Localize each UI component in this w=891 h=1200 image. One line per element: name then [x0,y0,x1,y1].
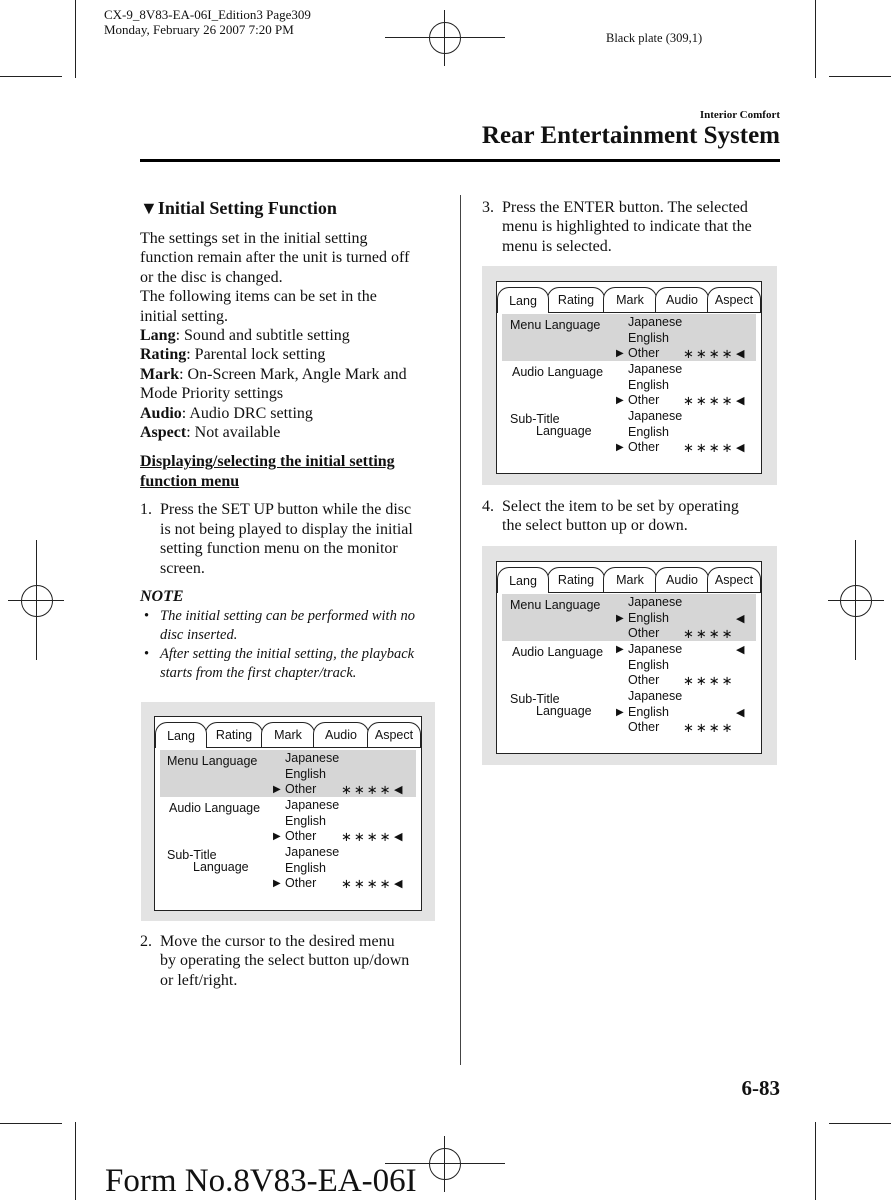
option-japanese[interactable]: Japanese [628,409,683,423]
bullet-icon: • [144,607,150,624]
tab-mark[interactable]: Mark [261,722,315,747]
setting-desc: : Parental lock setting [186,346,326,364]
option-english[interactable]: English [285,861,326,875]
right-column-mid [482,497,782,536]
step-3 [482,198,782,256]
cursor-right-icon: ▶ [616,442,624,453]
option-other[interactable]: Other [285,829,317,843]
subheading-line: Displaying/selecting the initial setting [140,453,395,471]
note-line: After setting the initial setting, the playback [160,645,415,662]
step-line: screen. [160,559,205,577]
tab-underline [548,592,761,593]
tab-mark[interactable]: Mark [603,567,657,592]
page-title: Rear Entertainment System [481,122,780,149]
tab-audio[interactable]: Audio [655,287,709,312]
option-other[interactable]: Other [628,440,660,454]
cursor-left-icon: ◀ [394,830,403,843]
option-other[interactable]: Other [285,876,317,890]
row-label-menu-language: Menu Language [167,754,258,768]
tab-underline [206,747,421,748]
column-divider [460,195,461,1065]
step-line: menu is selected. [502,237,612,255]
cursor-right-icon: ▶ [273,831,281,842]
settings-list [140,326,445,442]
tab-aspect[interactable]: Aspect [367,722,421,747]
tab-mark[interactable]: Mark [603,287,657,312]
tab-aspect[interactable]: Aspect [707,567,761,592]
row-label-subtitle-language: Language [536,704,592,718]
step-number: 2. [140,933,152,950]
cursor-left-icon: ◀ [736,394,745,407]
setting-item [140,384,445,403]
print-job-line-1: CX-9_8V83-EA-06I_Edition3 Page309 [104,7,311,22]
password-stars: ∗∗∗∗ [683,674,735,689]
setting-term: Mark [140,365,180,383]
intro-line: The settings set in the initial setting [140,230,368,247]
row-label-subtitle: Sub-Title [510,692,560,706]
option-japanese[interactable]: Japanese [628,595,683,609]
option-english[interactable]: English [628,658,669,672]
cursor-right-icon: ▶ [616,348,624,359]
step-line: the select button up or down. [502,517,688,535]
option-japanese[interactable]: Japanese [285,751,340,765]
step-1 [140,500,445,578]
row-label-audio-language: Audio Language [169,801,261,815]
option-other[interactable]: Other [628,626,660,640]
section-label: Interior Comfort [699,109,780,121]
setting-item [140,345,445,364]
tab-audio[interactable]: Audio [655,567,709,592]
option-english[interactable]: English [285,767,326,781]
row-label-subtitle: Sub-Title [510,412,560,426]
tab-audio[interactable]: Audio [313,722,369,747]
step-number: 4. [482,498,494,515]
password-stars: ∗∗∗∗ [341,830,393,845]
option-japanese[interactable]: Japanese [628,362,683,376]
password-stars: ∗∗∗∗ [341,877,393,892]
option-english[interactable]: English [628,425,669,439]
cursor-right-icon: ▶ [616,613,624,624]
setup-screen [496,281,762,474]
setting-item [140,326,445,345]
tab-bar [497,282,761,312]
tab-bar [497,562,761,592]
option-japanese[interactable]: Japanese [285,845,340,859]
step-number: 3. [482,199,494,216]
setting-item [140,423,445,442]
intro-line: function remain after the unit is turned off [140,249,410,267]
setup-screen [154,716,422,911]
tab-underline [548,312,761,313]
cursor-right-icon: ▶ [616,644,624,655]
tab-lang[interactable]: Lang [155,722,207,748]
row-label-subtitle-language: Language [536,424,592,438]
step-line: Press the SET UP button while the disc [160,501,412,519]
note-line: The initial setting can be performed with no [160,607,415,624]
step-line: Select the item to be set by operating [502,498,739,515]
note-item [140,645,445,683]
option-japanese[interactable]: Japanese [285,798,340,812]
row-label-audio-language: Audio Language [512,645,604,659]
option-english[interactable]: English [628,378,669,392]
form-number: Form No.8V83-EA-06I [105,1163,417,1199]
subheading [140,452,445,491]
setting-term: Audio [140,404,182,422]
step-line: setting function menu on the monitor [160,540,398,558]
cursor-left-icon: ◀ [736,441,745,454]
password-stars: ∗∗∗∗ [683,721,735,736]
step-4 [482,497,782,536]
option-other[interactable]: Other [628,346,660,360]
option-japanese[interactable]: Japanese [628,689,683,703]
step-line: or left/right. [160,971,238,989]
left-column-lower [140,932,445,990]
step-line: Move the cursor to the desired menu [160,933,395,950]
cursor-left-icon: ◀ [736,612,745,625]
option-english[interactable]: English [628,611,669,625]
setting-term: Lang [140,327,176,345]
option-other[interactable]: Other [285,782,317,796]
setting-item [140,365,445,384]
tab-lang[interactable]: Lang [497,287,549,313]
intro-line: or the disc is changed. [140,268,283,286]
cursor-left-icon: ◀ [736,706,745,719]
cursor-left-icon: ◀ [736,347,745,360]
step-line: is not being played to display the initial [160,520,413,538]
right-column-top [482,198,782,256]
password-stars: ∗∗∗∗ [341,783,393,798]
option-english[interactable]: English [628,331,669,345]
subheading-line: function menu [140,472,240,490]
tab-lang[interactable]: Lang [497,567,549,593]
setup-screen [496,561,762,754]
initial-setting-figure-3 [482,546,777,765]
setting-desc: : Not available [186,424,281,442]
row-label-menu-language: Menu Language [510,318,601,332]
left-column [140,197,445,683]
page-number: 6-83 [741,1076,780,1100]
cursor-right-icon: ▶ [273,878,281,889]
step-2 [140,932,445,990]
header-rule [140,159,780,162]
step-line: menu is highlighted to indicate that the [502,218,752,236]
cursor-left-icon: ◀ [394,783,403,796]
cursor-right-icon: ▶ [616,707,624,718]
tab-aspect[interactable]: Aspect [707,287,761,312]
note-title: NOTE [140,588,184,606]
password-stars: ∗∗∗∗ [683,394,735,409]
cursor-left-icon: ◀ [736,643,745,656]
setting-desc: : On-Screen Mark, Angle Mark and [179,365,407,383]
bullet-icon: • [144,645,150,662]
tab-rating[interactable]: Rating [205,722,263,747]
option-english[interactable]: English [628,705,669,719]
option-japanese[interactable]: Japanese [628,315,683,329]
cursor-right-icon: ▶ [616,395,624,406]
print-job-line-2: Monday, February 26 2007 7:20 PM [104,22,294,37]
initial-setting-figure-2 [482,266,777,485]
cursor-left-icon: ◀ [394,877,403,890]
option-english[interactable]: English [285,814,326,828]
note-line: disc inserted. [160,626,238,643]
tab-bar [155,717,421,747]
initial-setting-figure-1 [141,702,435,921]
setting-desc: : Sound and subtitle setting [175,327,350,345]
step-line: by operating the select button up/down [160,952,410,970]
setting-term: Rating [140,346,187,364]
row-label-menu-language: Menu Language [510,598,601,612]
section-heading: ▼Initial Setting Function [140,198,337,218]
print-job-info [104,7,311,37]
step-number: 1. [140,501,152,519]
option-other[interactable]: Other [628,673,660,687]
intro-line: initial setting. [140,307,228,325]
row-label-subtitle-language: Language [193,860,249,874]
option-japanese[interactable]: Japanese [628,642,683,656]
password-stars: ∗∗∗∗ [683,441,735,456]
intro-text [140,229,445,326]
plate-label: Black plate (309,1) [606,31,703,45]
step-line: Press the ENTER button. The selected [502,199,748,216]
option-other[interactable]: Other [628,720,660,734]
setting-term: Aspect [140,424,187,442]
tab-rating[interactable]: Rating [547,287,605,312]
note-item [140,607,445,645]
row-label-audio-language: Audio Language [512,365,604,379]
setting-item [140,404,445,423]
password-stars: ∗∗∗∗ [683,627,735,642]
option-other[interactable]: Other [628,393,660,407]
setting-desc: : Audio DRC setting [181,404,313,422]
intro-line: The following items can be set in the [140,288,377,306]
password-stars: ∗∗∗∗ [683,347,735,362]
row-label-subtitle: Sub-Title [167,848,217,862]
tab-rating[interactable]: Rating [547,567,605,592]
cursor-right-icon: ▶ [273,784,281,795]
setting-desc: Mode Priority settings [140,385,284,403]
note-line: starts from the first chapter/track. [160,664,357,681]
